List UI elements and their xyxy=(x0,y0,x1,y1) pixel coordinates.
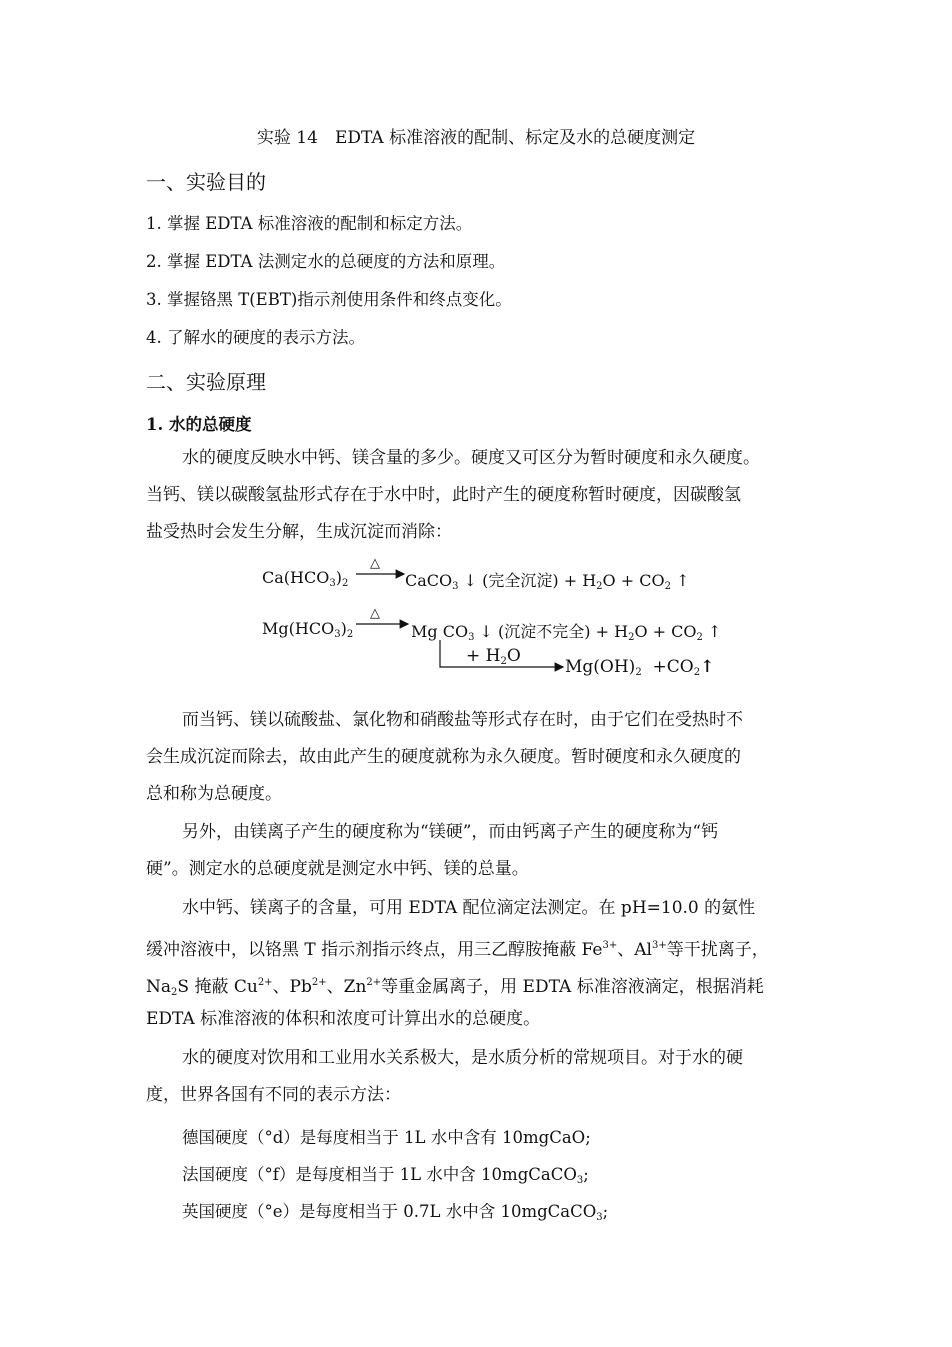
heat-condition-symbol: △ xyxy=(370,606,380,621)
purpose-item-1: 1. 掌握 EDTA 标准溶液的配制和标定方法。 xyxy=(146,214,473,233)
purpose-item-2: 2. 掌握 EDTA 法测定水的总硬度的方法和原理。 xyxy=(146,252,506,271)
para-line: EDTA 标准溶液的体积和浓度可计算出水的总硬度。 xyxy=(146,1009,541,1029)
para-line: 度，世界各国有不同的表示方法： xyxy=(146,1085,401,1105)
english-hardness: 英国硬度（°e）是每度相当于 0.7L 水中含 10mgCaCO$_3$; xyxy=(182,1202,609,1223)
page-title: 实验 14 EDTA 标准溶液的配制、标定及水的总硬度测定 xyxy=(256,128,696,148)
para-line: 水的硬度对饮用和工业用水关系极大，是水质分析的常规项目。对于水的硬 xyxy=(182,1048,743,1068)
french-hardness: 法国硬度（°f）是每度相当于 1L 水中含 10mgCaCO$_3$; xyxy=(182,1165,589,1186)
para-line: 当钙、镁以碳酸氢盐形式存在于水中时，此时产生的硬度称暂时硬度，因碳酸氢 xyxy=(146,485,741,505)
equation-mg-reactant: $Mg(HCO_3)_2$ xyxy=(262,619,354,640)
branch-product: $Mg(OH)_2$ $+CO_2↑$ xyxy=(565,657,715,678)
section-heading-purpose: 一、实验目的 xyxy=(146,170,266,194)
para-line: 缓冲溶液中，以铬黑 T 指示剂指示终点，用三乙醇胺掩蔽 $Fe^{3+}$、$Al^{3+}$等干扰离子， xyxy=(146,940,769,960)
para-line: 总和称为总硬度。 xyxy=(146,784,282,804)
equation-ca-reactant: $Ca(HCO_3)_2$ xyxy=(262,568,349,589)
para-line: 水中钙、镁离子的含量，可用 EDTA 配位滴定法测定。在 pH=10.0 的氨性 xyxy=(182,898,756,918)
heat-condition-symbol: △ xyxy=(370,556,380,571)
equation-ca-products: CaCO$_3$ ↓ (完全沉淀) + $H_2O + CO_2$ ↑ xyxy=(405,571,690,592)
para-line: 盐受热时会发生分解，生成沉淀而消除： xyxy=(146,522,452,542)
para-line: $Na_2S$ 掩蔽 $Cu^{2+}$、$Pb^{2+}$、$Zn^{2+}$等重金属离子，用 EDTA 标准溶液滴定，根据消耗 xyxy=(146,977,764,998)
section-heading-principle: 二、实验原理 xyxy=(146,370,266,394)
paragraph-hardness-units xyxy=(146,1040,808,1114)
paragraph-edta-method xyxy=(146,890,808,1038)
para-line: 水的硬度反映水中钙、镁含量的多少。硬度又可区分为暂时硬度和永久硬度。 xyxy=(182,448,760,468)
branch-arrow-line xyxy=(440,640,563,667)
para-line: 硬”。测定水的总硬度就是测定水中钙、镁的总量。 xyxy=(146,859,529,879)
para-line: 而当钙、镁以硫酸盐、氯化物和硝酸盐等形式存在时，由于它们在受热时不 xyxy=(182,710,743,730)
purpose-item-4: 4. 了解水的硬度的表示方法。 xyxy=(146,328,365,347)
purpose-item-3: 3. 掌握铬黑 T(EBT)指示剂使用条件和终点变化。 xyxy=(146,290,512,309)
german-hardness: 德国硬度（°d）是每度相当于 1L 水中含有 10mgCaO; xyxy=(182,1128,591,1147)
sub-heading-total-hardness: 1. 水的总硬度 xyxy=(146,415,252,434)
branch-water-label: + $H_2O$ xyxy=(466,646,521,667)
paragraph-permanent-hardness xyxy=(146,702,808,813)
paragraph-mg-ca-hardness xyxy=(146,814,808,888)
para-line: 另外，由镁离子产生的硬度称为“镁硬”，而由钙离子产生的硬度称为“钙 xyxy=(182,822,719,842)
para-line: 会生成沉淀而除去，故由此产生的硬度就称为永久硬度。暂时硬度和永久硬度的 xyxy=(146,747,741,767)
equation-mg-products: Mg $CO_3$ ↓ (沉淀不完全) + $H_2O + CO_2$ ↑ xyxy=(411,622,722,643)
